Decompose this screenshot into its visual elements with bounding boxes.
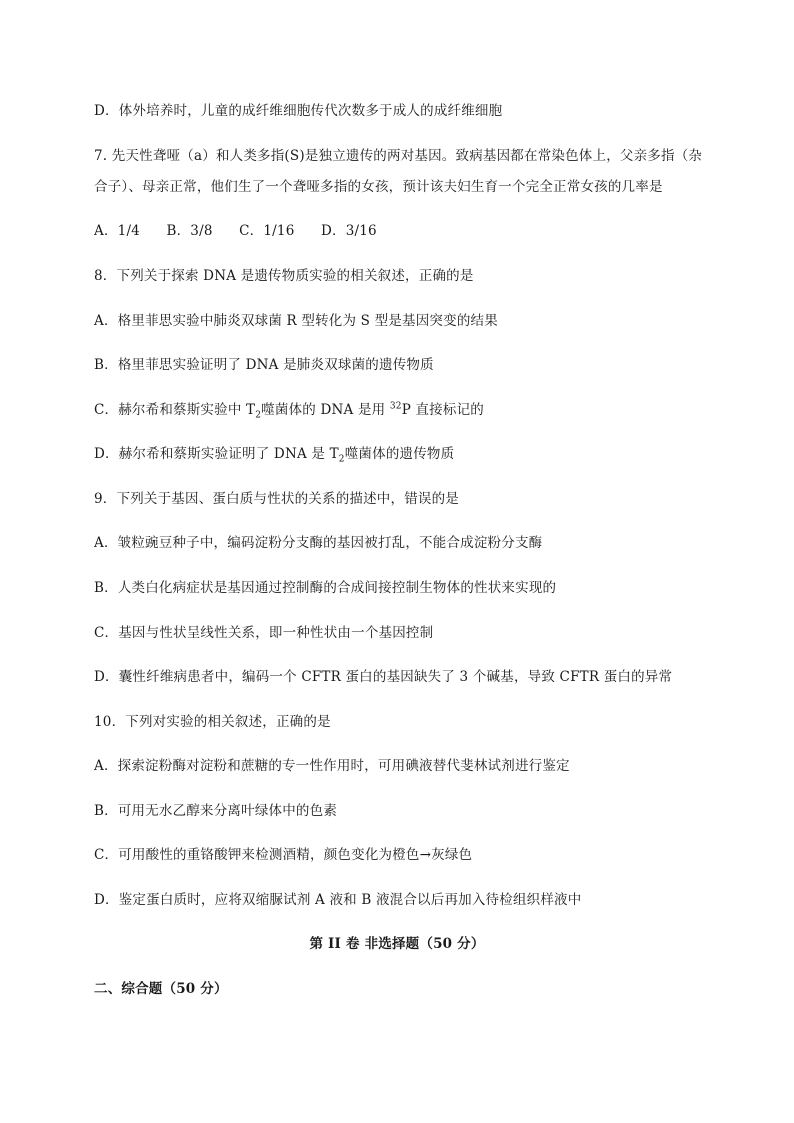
section-2-title: 第 II 卷 非选择题（50 分） (309, 936, 485, 952)
question-7-option-b: B．3/8 (166, 223, 213, 239)
question-7-option-d: D．3/16 (321, 223, 377, 239)
question-8-option-d (94, 445, 454, 463)
question-7-option-c: C．1/16 (239, 223, 295, 239)
question-7-stem-line-1: 7. 先天性聋哑（a）和人类多指(S)是独立遗传的两对基因。致病基因都在常染色体上，父亲多指（杂 (94, 148, 703, 164)
question-9-stem: 9．下列关于基因、蛋白质与性状的关系的描述中，错误的是 (94, 491, 459, 507)
question-8-stem: 8．下列关于探索 DNA 是遗传物质实验的相关叙述，正确的是 (94, 268, 474, 284)
question-7-option-a: A．1/4 (94, 223, 140, 239)
question-10-option-c: C．可用酸性的重铬酸钾来检测酒精，颜色变化为橙色→灰绿色 (94, 847, 473, 863)
question-10-option-a: A．探索淀粉酶对淀粉和蔗糖的专一性作用时，可用碘液替代斐林试剂进行鉴定 (94, 758, 570, 774)
question-10-option-b: B．可用无水乙醇来分离叶绿体中的色素 (94, 803, 338, 819)
section-2-heading: 二、综合题（50 分） (94, 981, 228, 997)
question-9-option-a: A．皱粒豌豆种子中，编码淀粉分支酶的基因被打乱，不能合成淀粉分支酶 (94, 535, 543, 551)
question-8-option-d-subscript: 2 (338, 454, 345, 465)
question-9-option-c: C．基因与性状呈线性关系，即一种性状由一个基因控制 (94, 625, 434, 641)
question-8-option-c-subscript: 2 (255, 410, 262, 421)
question-8-option-c-text-1: C．赫尔希和蔡斯实验中 T (94, 402, 256, 418)
question-7-stem-line-2: 合子）、母亲正常，他们生了一个聋哑多指的女孩，预计该夫妇生育一个完全正常女孩的几率是 (94, 179, 663, 195)
question-8-option-c-superscript: 32 (389, 401, 402, 412)
question-8-option-b: B．格里菲思实验证明了 DNA 是肺炎双球菌的遗传物质 (94, 357, 434, 373)
question-8-option-d-text-1: D．赫尔希和蔡斯实验证明了 DNA 是 T (94, 446, 339, 462)
question-8-option-c (94, 401, 484, 419)
question-10-option-d: D．鉴定蛋白质时，应将双缩脲试剂 A 液和 B 液混合以后再加入待检组织样液中 (94, 892, 582, 908)
question-8-option-d-text-2: 噬菌体的遗传物质 (344, 446, 455, 462)
question-6-option-d: D．体外培养时，儿童的成纤维细胞传代次数多于成人的成纤维细胞 (94, 103, 503, 119)
question-9-option-b: B．人类白化病症状是基因通过控制酶的合成间接控制生物体的性状来实现的 (94, 580, 557, 596)
question-8-option-c-text-2: 噬菌体的 DNA 是用 (261, 402, 390, 418)
question-8-option-c-text-3: P 直接标记的 (401, 402, 484, 418)
question-10-stem: 10．下列对实验的相关叙述，正确的是 (94, 714, 331, 730)
question-7-options (94, 222, 399, 240)
question-8-option-a: A．格里菲思实验中肺炎双球菌 R 型转化为 S 型是基因突变的结果 (94, 313, 498, 329)
question-9-option-d: D．囊性纤维病患者中，编码一个 CFTR 蛋白的基因缺失了 3 个碱基，导致 CFTR 蛋白的异常 (94, 669, 673, 685)
